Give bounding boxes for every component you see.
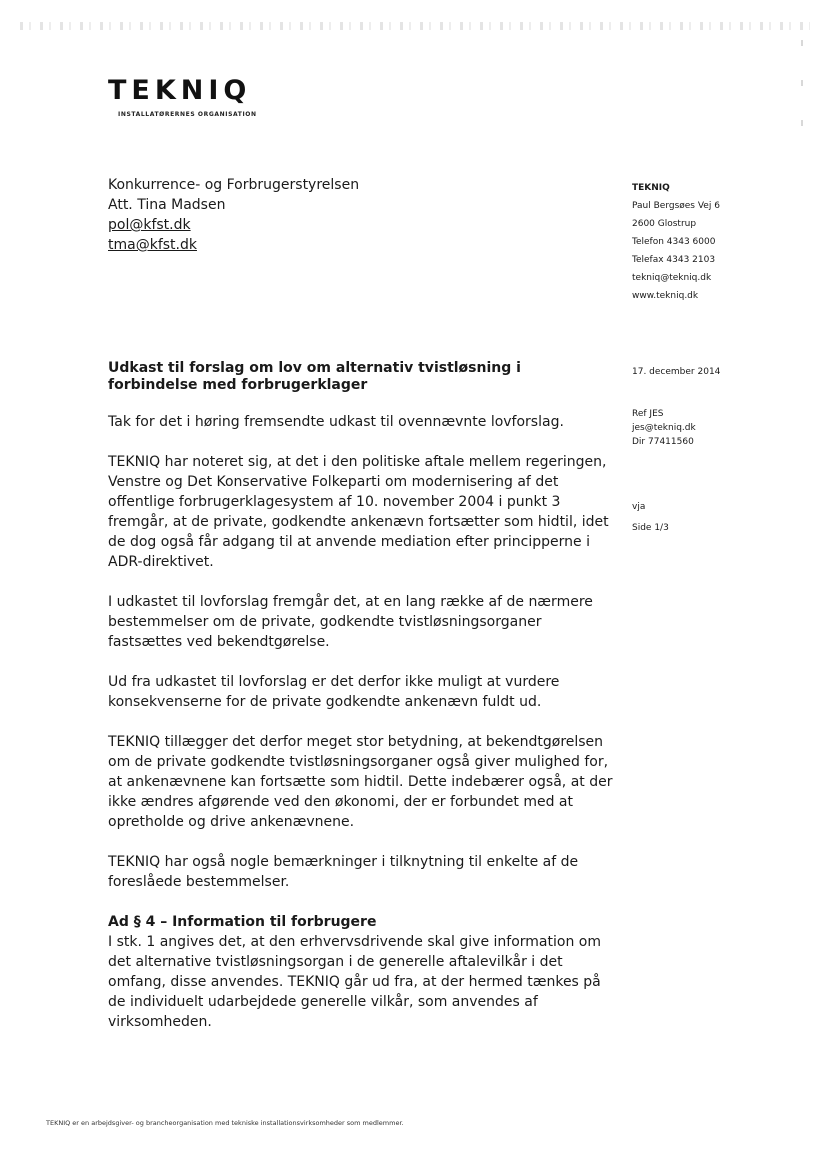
sender-email: tekniq@tekniq.dk: [632, 273, 712, 283]
body-paragraph: Tak for det i høring fremsendte udkast til ovennævnte lovforslag.: [108, 414, 564, 430]
sender-block: [632, 179, 720, 305]
sender-fax: Telefax 4343 2103: [632, 255, 716, 265]
reference-block: [632, 407, 696, 449]
reference-direct-phone: Dir 77411560: [632, 437, 694, 447]
letter-subject: Udkast til forslag om lov om alternativ tvistløsning i forbindelse med forbrugerklager: [108, 360, 521, 393]
initials: vja: [632, 502, 646, 512]
recipient-email-link[interactable]: tma@kfst.dk: [108, 237, 197, 253]
reference-email: jes@tekniq.dk: [632, 423, 696, 433]
logo-tagline: INSTALLATØRERNES ORGANISATION: [118, 111, 257, 118]
footer-note: TEKNIQ er en arbejdsgiver- og brancheorganisation med tekniske installationsvirksomheder som medlemmer.: [46, 1119, 404, 1127]
sender-phone: Telefon 4343 6000: [632, 237, 716, 247]
sender-web: www.tekniq.dk: [632, 291, 699, 301]
scan-artifact-top: [20, 22, 810, 30]
body-paragraph: TEKNIQ tillægger det derfor meget stor betydning, at bekendtgørelsen om de private godkendte tvistløsningsorganer også giver mulighed for, at ankenævnene kan fortsætte som hidtil. Dette indebærer også, at der ikke ændres afgørende ved den økonomi, der er forbundet med at opretholde og drive ankenævnene.: [108, 734, 613, 830]
recipient-attention: Att. Tina Madsen: [108, 197, 226, 213]
recipient-organization: Konkurrence- og Forbrugerstyrelsen: [108, 177, 360, 193]
logo-wordmark: TEKNIQ: [108, 75, 252, 106]
section-heading: Ad § 4 – Information til forbrugere: [108, 914, 377, 930]
page-number: Side 1/3: [632, 523, 669, 533]
letter-date: 17. december 2014: [632, 367, 721, 377]
sender-city: 2600 Glostrup: [632, 219, 697, 229]
sender-address: Paul Bergsøes Vej 6: [632, 201, 720, 211]
recipient-email-link[interactable]: pol@kfst.dk: [108, 217, 191, 233]
logo: [108, 76, 257, 118]
body-paragraph: I udkastet til lovforslag fremgår det, at en lang række af de nærmere bestemmelser om de private, godkendte tvistløsningsorganer fastsættes ved bekendtgørelse.: [108, 594, 593, 650]
body-paragraph: TEKNIQ har noteret sig, at det i den politiske aftale mellem regeringen, Venstre og Det Konservative Folkeparti om modernisering af det offentlige forbrugerklagesystem af 10. november 2004 i punkt 3 fremgår, at de private, godkendte ankenævn fortsætter som hidtil, idet de dog også får adgang til at anvende mediation efter principperne i ADR-direktivet.: [108, 454, 609, 570]
letter-body: [108, 412, 613, 1052]
reference-code: Ref JES: [632, 409, 664, 419]
sender-name: TEKNIQ: [632, 183, 670, 193]
section-paragraph: I stk. 1 angives det, at den erhvervsdrivende skal give information om det alternative tvistløsningsorgan i de generelle aftalevilkår i det omfang, disse anvendes. TEKNIQ går ud fra, at der hermed tænkes på de individuelt udarbejdede generelle vilkår, som anvendes af virksomheden.: [108, 934, 601, 1030]
scan-artifact-right: [801, 40, 803, 160]
recipient-block: [108, 175, 359, 255]
body-paragraph: Ud fra udkastet til lovforslag er det derfor ikke muligt at vurdere konsekvenserne for de private godkendte ankenævn fuldt ud.: [108, 674, 560, 710]
body-paragraph: TEKNIQ har også nogle bemærkninger i tilknytning til enkelte af de foreslåede bestemmelser.: [108, 854, 579, 890]
